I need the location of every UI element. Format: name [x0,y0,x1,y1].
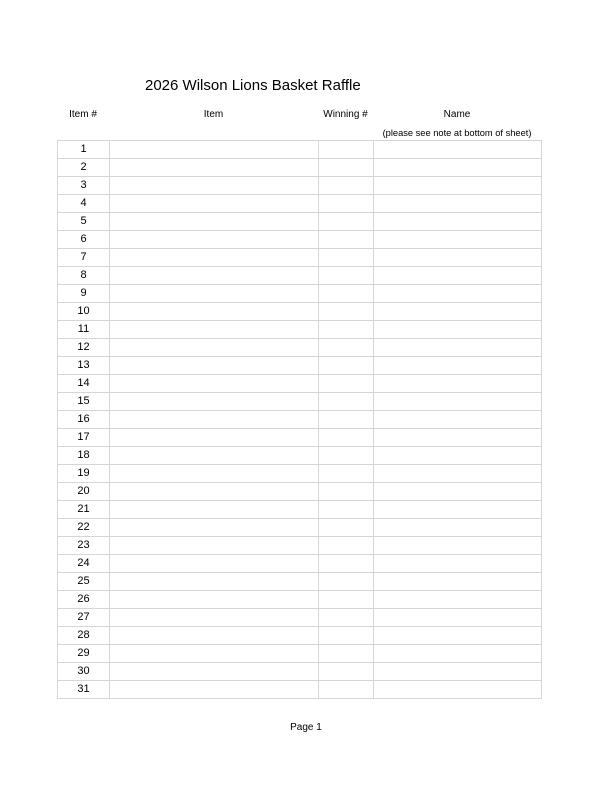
item-cell[interactable] [110,573,319,591]
item-cell[interactable] [110,213,319,231]
name-cell[interactable] [374,663,542,681]
winning-number-cell[interactable] [319,231,374,249]
winning-number-cell[interactable] [319,645,374,663]
item-number-cell: 18 [58,447,110,465]
item-number-cell: 31 [58,681,110,699]
item-cell[interactable] [110,393,319,411]
name-cell[interactable] [374,627,542,645]
table-row [58,375,542,393]
winning-number-cell[interactable] [319,393,374,411]
winning-number-cell[interactable] [319,627,374,645]
item-cell[interactable] [110,249,319,267]
item-cell[interactable] [110,483,319,501]
winning-number-cell[interactable] [319,591,374,609]
item-cell[interactable] [110,645,319,663]
winning-number-cell[interactable] [319,321,374,339]
item-number-cell: 24 [58,555,110,573]
winning-number-cell[interactable] [319,447,374,465]
item-number-cell: 9 [58,285,110,303]
item-number-cell: 2 [58,159,110,177]
item-number-cell: 29 [58,645,110,663]
winning-number-cell[interactable] [319,663,374,681]
winning-number-cell[interactable] [319,609,374,627]
item-cell[interactable] [110,231,319,249]
item-cell[interactable] [110,141,319,159]
table-row [58,249,542,267]
name-cell[interactable] [374,429,542,447]
table-row [58,357,542,375]
winning-number-cell[interactable] [319,339,374,357]
winning-number-cell[interactable] [319,681,374,699]
table-row [58,195,542,213]
column-header-item: Item [203,109,224,120]
column-header-winning-number: Winning # [323,109,368,120]
item-cell[interactable] [110,195,319,213]
name-cell[interactable] [374,159,542,177]
item-number-cell: 22 [58,519,110,537]
item-number-cell: 1 [58,141,110,159]
table-row [58,591,542,609]
table-row [58,159,542,177]
item-number-cell: 6 [58,231,110,249]
name-cell[interactable] [374,537,542,555]
table-row [58,231,542,249]
item-number-cell: 13 [58,357,110,375]
name-cell[interactable] [374,357,542,375]
winning-number-cell[interactable] [319,375,374,393]
name-cell[interactable] [374,411,542,429]
table-row [58,483,542,501]
winning-number-cell[interactable] [319,177,374,195]
winning-number-cell[interactable] [319,159,374,177]
name-cell[interactable] [374,645,542,663]
page-title: 2026 Wilson Lions Basket Raffle [145,77,361,94]
raffle-table [57,140,542,699]
column-header-name: Name [443,109,471,120]
winning-number-cell[interactable] [319,195,374,213]
name-cell[interactable] [374,339,542,357]
item-cell[interactable] [110,177,319,195]
table-row [58,267,542,285]
item-cell[interactable] [110,609,319,627]
item-number-cell: 19 [58,465,110,483]
table-row [58,681,542,699]
table-row [58,141,542,159]
table-row [58,663,542,681]
item-number-cell: 20 [58,483,110,501]
name-cell[interactable] [374,465,542,483]
item-cell[interactable] [110,411,319,429]
table-row [58,519,542,537]
item-cell[interactable] [110,465,319,483]
item-cell[interactable] [110,159,319,177]
item-cell[interactable] [110,537,319,555]
name-cell[interactable] [374,519,542,537]
table-row [58,321,542,339]
table-row [58,537,542,555]
name-cell[interactable] [374,375,542,393]
name-cell[interactable] [374,285,542,303]
item-number-cell: 12 [58,339,110,357]
item-cell[interactable] [110,339,319,357]
name-cell[interactable] [374,591,542,609]
item-number-cell: 26 [58,591,110,609]
column-header-item-number: Item # [69,109,97,120]
item-cell[interactable] [110,447,319,465]
winning-number-cell[interactable] [319,483,374,501]
item-cell[interactable] [110,501,319,519]
winning-number-cell[interactable] [319,537,374,555]
table-row [58,609,542,627]
page-number: Page 1 [290,722,322,733]
table-row [58,465,542,483]
winning-number-cell[interactable] [319,555,374,573]
winning-number-cell[interactable] [319,303,374,321]
name-cell[interactable] [374,141,542,159]
table-row [58,393,542,411]
item-cell[interactable] [110,681,319,699]
table-row [58,411,542,429]
winning-number-cell[interactable] [319,357,374,375]
item-number-cell: 28 [58,627,110,645]
item-number-cell: 25 [58,573,110,591]
item-number-cell: 21 [58,501,110,519]
raffle-table-body [58,141,542,699]
item-number-cell: 3 [58,177,110,195]
table-row [58,447,542,465]
winning-number-cell[interactable] [319,501,374,519]
winning-number-cell[interactable] [319,573,374,591]
item-cell[interactable] [110,591,319,609]
item-cell[interactable] [110,321,319,339]
item-cell[interactable] [110,303,319,321]
winning-number-cell[interactable] [319,213,374,231]
item-number-cell: 23 [58,537,110,555]
item-number-cell: 5 [58,213,110,231]
item-cell[interactable] [110,267,319,285]
table-row [58,555,542,573]
table-row [58,177,542,195]
name-cell[interactable] [374,483,542,501]
winning-number-cell[interactable] [319,429,374,447]
winning-number-cell[interactable] [319,267,374,285]
item-number-cell: 16 [58,411,110,429]
item-cell[interactable] [110,627,319,645]
name-cell[interactable] [374,609,542,627]
name-cell[interactable] [374,393,542,411]
winning-number-cell[interactable] [319,249,374,267]
item-cell[interactable] [110,429,319,447]
table-row [58,501,542,519]
item-number-cell: 8 [58,267,110,285]
name-cell[interactable] [374,303,542,321]
name-cell[interactable] [374,249,542,267]
name-cell[interactable] [374,447,542,465]
table-row [58,645,542,663]
winning-number-cell[interactable] [319,141,374,159]
item-cell[interactable] [110,285,319,303]
name-cell[interactable] [374,321,542,339]
item-number-cell: 11 [58,321,110,339]
winning-number-cell[interactable] [319,465,374,483]
table-row [58,627,542,645]
item-number-cell: 4 [58,195,110,213]
item-number-cell: 7 [58,249,110,267]
name-cell[interactable] [374,681,542,699]
item-number-cell: 17 [58,429,110,447]
item-cell[interactable] [110,519,319,537]
item-number-cell: 27 [58,609,110,627]
item-number-cell: 10 [58,303,110,321]
item-cell[interactable] [110,357,319,375]
table-row [58,285,542,303]
item-cell[interactable] [110,555,319,573]
name-cell[interactable] [374,231,542,249]
item-cell[interactable] [110,663,319,681]
table-row [58,429,542,447]
name-cell[interactable] [374,267,542,285]
table-row [58,573,542,591]
name-cell[interactable] [374,555,542,573]
name-cell[interactable] [374,213,542,231]
winning-number-cell[interactable] [319,411,374,429]
item-number-cell: 30 [58,663,110,681]
name-cell[interactable] [374,573,542,591]
item-number-cell: 15 [58,393,110,411]
item-number-cell: 14 [58,375,110,393]
name-column-note: (please see note at bottom of sheet) [382,128,532,138]
table-row [58,213,542,231]
table-row [58,339,542,357]
item-cell[interactable] [110,375,319,393]
winning-number-cell[interactable] [319,285,374,303]
winning-number-cell[interactable] [319,519,374,537]
table-row [58,303,542,321]
name-cell[interactable] [374,177,542,195]
name-cell[interactable] [374,195,542,213]
name-cell[interactable] [374,501,542,519]
